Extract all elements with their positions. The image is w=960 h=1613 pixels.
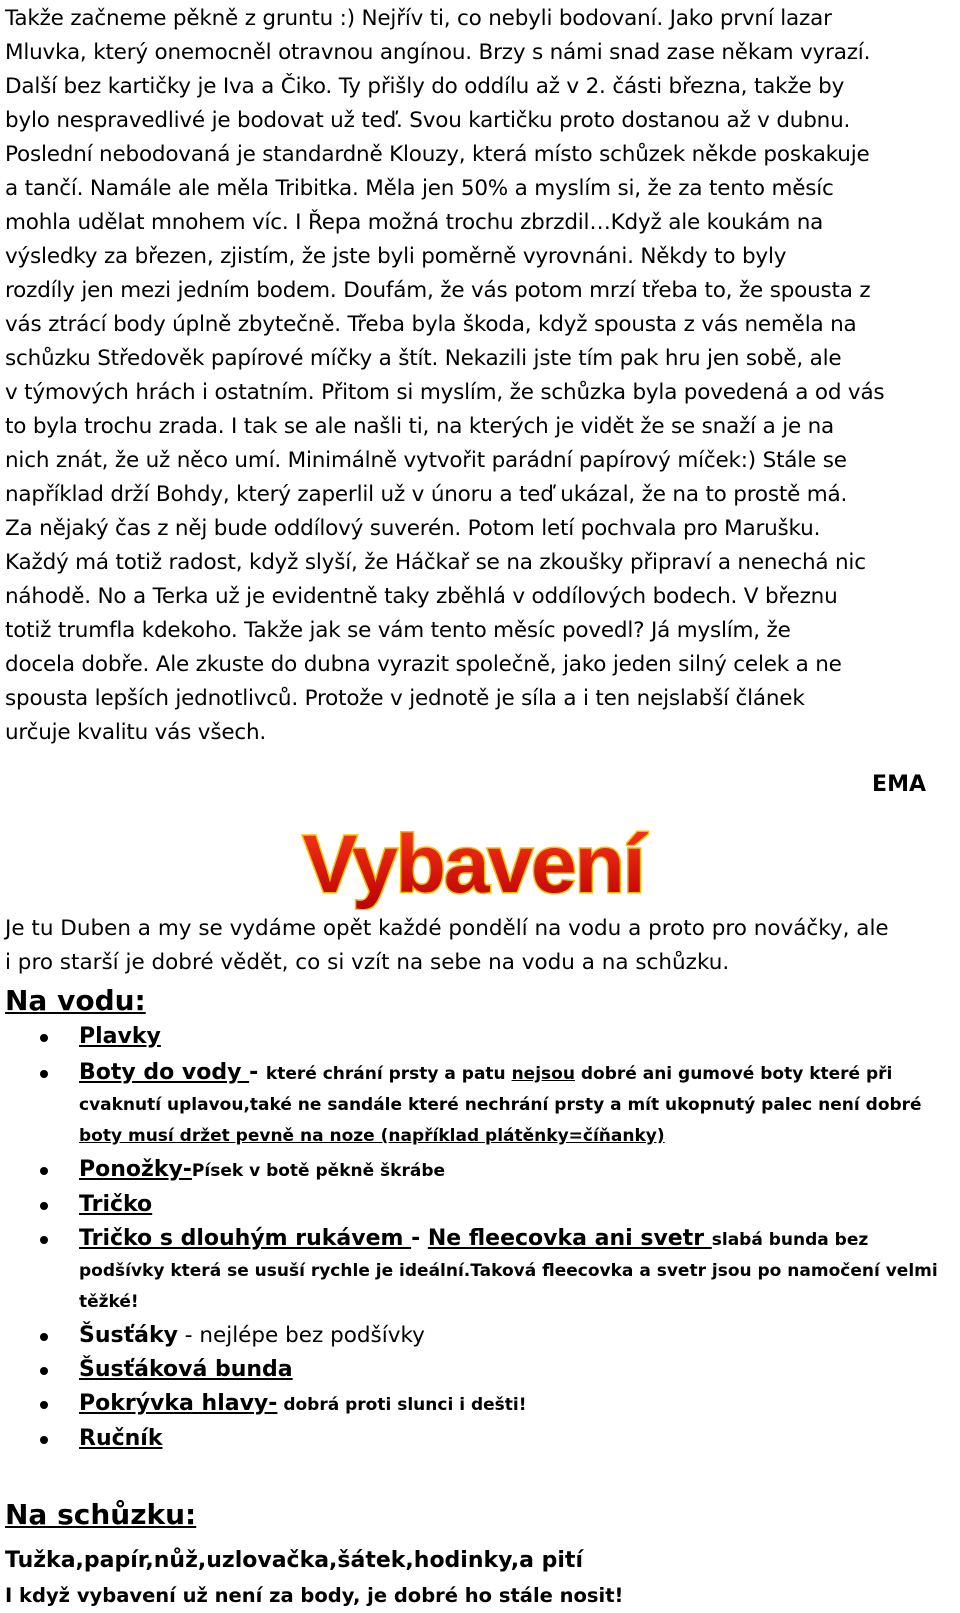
article-line: náhodě. No a Terka už je evidentně taky zběhlá v oddílových bodech. V březnu: [5, 584, 838, 609]
article-line: a tančí. Namále ale měla Tribitka. Měla jen 50% a myslím si, že za tento měsíc: [5, 176, 834, 201]
bullet-icon: [40, 1236, 48, 1244]
article-paragraph: [5, 2, 927, 750]
item-label: Šusťáková bunda: [79, 1357, 293, 1382]
article-line: bylo nespravedlivé je bodovat už teď. Svou kartičku proto dostanou až v dubnu.: [5, 108, 851, 133]
article-line: Za nějaký čas z něj bude oddílový suverén. Potom letí pochvala pro Marušku.: [5, 516, 821, 541]
article-line: mohla udělat mnohem víc. I Řepa možná trochu zbrzdil…Když ale koukám na: [5, 210, 824, 235]
list-item: [0, 1389, 940, 1420]
title-banner: [263, 820, 683, 910]
article-line: spousta lepších jednotlivců. Protože v jednotě je síla a i ten nejslabší článek: [5, 686, 805, 711]
article-line: Každý má totiž radost, když slyší, že Háčkař se na zkoušky připraví a nenechá nic: [5, 550, 866, 575]
item-label: Ručník: [79, 1426, 163, 1451]
title-banner-text: Vybavení: [302, 820, 644, 910]
article-line: určuje kvalitu vás všech.: [5, 720, 267, 745]
item-label: Šusťáky: [79, 1323, 178, 1348]
bullet-icon: [40, 1202, 48, 1210]
item-label: Ne fleecovka ani svetr: [427, 1226, 712, 1251]
bullet-icon: [40, 1436, 48, 1444]
article-line: Poslední nebodovaná je standardně Klouzy, která místo schůzek někde poskakuje: [5, 142, 870, 167]
article-line: výsledky za březen, zjistím, že jste byli poměrně vyrovnáni. Někdy to byly: [5, 244, 787, 269]
article-line: v týmových hrách i ostatním. Přitom si myslím, že schůzka byla povedená a od vás: [5, 380, 885, 405]
item-label: Boty do vody: [79, 1060, 250, 1085]
item-note: Písek v botě pěkně škrábe: [191, 1161, 446, 1181]
article-line: vás ztrácí body úplně zbytečně. Třeba byla škoda, když spousta z vás neměla na: [5, 312, 857, 337]
intro-line: i pro starší je dobré vědět, co si vzít na sebe na vodu a na schůzku.: [5, 950, 730, 975]
final-note: I když vybavení už není za body, je dobré ho stále nosit!: [5, 1584, 624, 1607]
list-item: [0, 1022, 940, 1052]
equipment-list: [0, 1022, 940, 1458]
list-item: [0, 1224, 940, 1317]
item-dash: -: [411, 1226, 428, 1251]
bullet-icon: [40, 1034, 48, 1042]
article-line: Další bez kartičky je Iva a Čiko. Ty přišly do oddílu až v 2. části března, takže by: [5, 74, 845, 99]
meeting-items: Tužka,papír,nůž,uzlovačka,šátek,hodinky,a pití: [5, 1548, 583, 1573]
bullet-icon: [40, 1401, 48, 1409]
bullet-icon: [40, 1333, 48, 1341]
article-line: rozdíly jen mezi jedním bodem. Doufám, že vás potom mrzí třeba to, že spousta z: [5, 278, 871, 303]
list-item: [0, 1190, 940, 1220]
article-line: Takže začneme pěkně z gruntu :) Nejřív ti, co nebyli bodovaní. Jako první lazar: [5, 6, 832, 31]
item-dash: -: [249, 1060, 266, 1085]
list-item: [0, 1155, 940, 1186]
item-note: slabá bunda bez podšívky která se usuší rychle je ideální.Taková fleecovka a svetr jsou po namočení velmi těžké!: [79, 1230, 938, 1312]
item-note: - nejlépe bez podšívky: [177, 1323, 425, 1348]
list-item: [0, 1321, 940, 1351]
article-line: totiž trumfla kdekoho. Takže jak se vám tento měsíc povedl? Já myslím, že: [5, 618, 791, 643]
item-label: Tričko s dlouhým rukávem: [79, 1226, 412, 1251]
item-note-emphasis: boty musí držet pevně na noze (například plátěnky=číňanky): [79, 1126, 665, 1146]
title-banner-wordart: [263, 820, 683, 910]
section-heading-water: Na vodu:: [5, 984, 146, 1017]
article-line: to byla trochu zrada. I tak se ale našli ti, na kterých je vidět že se snaží a je na: [5, 414, 835, 439]
item-label: Ponožky-: [79, 1157, 192, 1182]
article-line: docela dobře. Ale zkuste do dubna vyrazit společně, jako jeden silný celek a ne: [5, 652, 842, 677]
list-item: [0, 1058, 940, 1151]
item-note: dobré ani gumové boty které při cvaknutí uplavou,také ne sandále které nechrání prsty a mít ukopnutý palec není dobré: [79, 1064, 922, 1115]
item-label: Plavky: [79, 1024, 161, 1049]
item-label: Pokrývka hlavy-: [79, 1391, 278, 1416]
list-item: [0, 1355, 940, 1385]
list-item: [0, 1424, 940, 1454]
intro-line: Je tu Duben a my se vydáme opět každé pondělí na vodu a proto pro nováčky, ale: [5, 916, 889, 941]
bullet-icon: [40, 1367, 48, 1375]
item-label: Tričko: [79, 1192, 153, 1217]
item-note: dobrá proti slunci i dešti!: [277, 1395, 527, 1415]
bullet-icon: [40, 1167, 48, 1175]
article-line: schůzku Středověk papírové míčky a štít. Nekazili jste tím pak hru jen sobě, ale: [5, 346, 842, 371]
article-line: například drží Bohdy, který zaperlil už v únoru a teď ukázal, že na to prostě má.: [5, 482, 848, 507]
article-line: Mluvka, který onemocněl otravnou angínou. Brzy s námi snad zase někam vyrazí.: [5, 40, 871, 65]
intro-paragraph: [5, 912, 935, 980]
item-note: které chrání prsty a patu: [265, 1064, 512, 1084]
section-heading-meeting: Na schůzku:: [5, 1498, 197, 1531]
signature: EMA: [872, 772, 926, 797]
bullet-icon: [40, 1070, 48, 1078]
item-note-emphasis: nejsou: [511, 1064, 575, 1084]
article-line: nich znát, že už něco umí. Minimálně vytvořit parádní papírový míček:) Stále se: [5, 448, 847, 473]
